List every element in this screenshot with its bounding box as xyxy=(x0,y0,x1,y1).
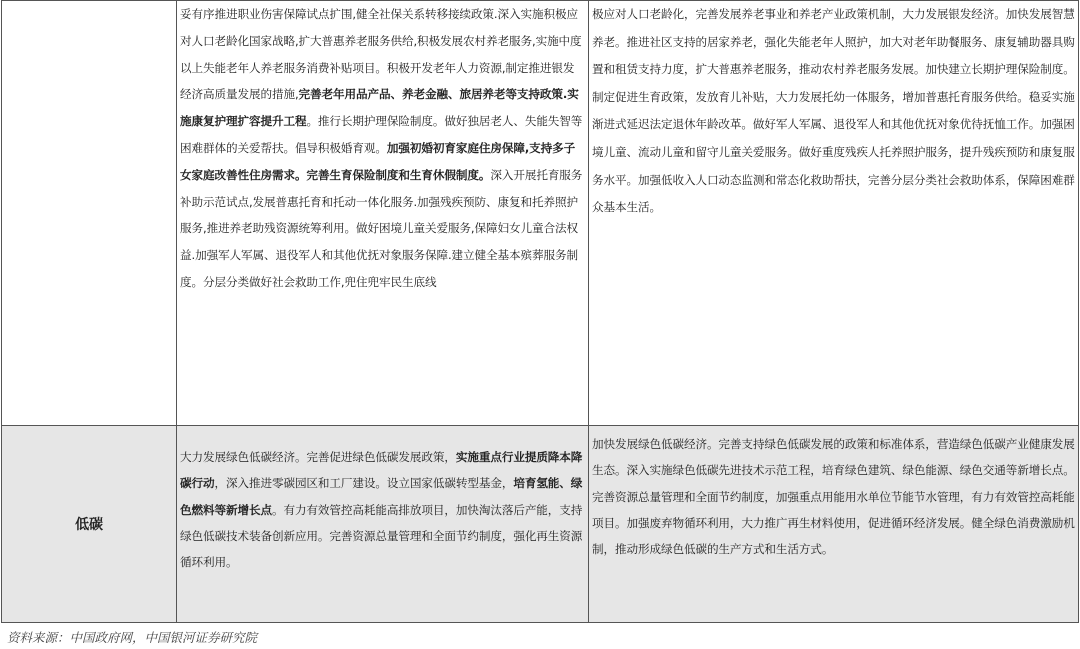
bold-text-segment: 完善老年用品产品、养老金融、旅居养老等支持政策.实施康复护理扩容提升工程 xyxy=(180,87,579,129)
bold-text-segment: 实施重点行业提质降本降碳行动 xyxy=(180,450,583,491)
policy-text-cell-b: 加快发展绿色低碳经济。完善支持绿色低碳发展的政策和标准体系，营造绿色低碳产业健康发展生态。深入实施绿色低碳先进技术示范工程，培育绿色建筑、绿色能源、绿色交通等新增长点。完善资源总量管理和全面节约制度，加强重点用能用水单位节能节水管理，有力有效管控高耗能项目。加强废弃物循环利用，大力推广再生材料使用，促进循环经济发展。健全绿色消费激励机制，推动形成绿色低碳的生产方式和生活方式。 xyxy=(589,426,1079,623)
bold-text-segment: 培育氢能、绿色燃料等新增长点 xyxy=(180,476,583,517)
text-segment: 大力发展绿色低碳经济。完善促进绿色低碳发展政策， xyxy=(180,450,456,464)
table-row-social xyxy=(2,1,1079,426)
policy-comparison-table xyxy=(1,0,1079,623)
table-row-low-carbon xyxy=(2,426,1079,623)
category-cell-low-carbon: 低碳 xyxy=(2,426,177,623)
text-segment: ，深入推进零碳园区和工厂建设。设立国家低碳转型基金， xyxy=(214,476,514,491)
policy-text-cell-a xyxy=(177,1,589,426)
text-segment: 。推行长期护理保险制度。做好独居老人、失能失智等困难群体的关爱帮扶。倡导积极婚育观。 xyxy=(180,114,583,155)
text-segment: 深入开展托育服务补助示范试点,发展普惠托育和托动一体化服务.加强残疾预防、康复和托养照护服务,推进养老助残资源统筹利用。做好困境儿童关爱服务,保障妇女儿童合法权益.加强军人军属、退役军人和其他优抚对象服务保障.建立健全基本殡葬服务制度。分层分类做好社会救助工作,兜住兜牢民生底线 xyxy=(180,167,583,289)
policy-text-cell-b: 极应对人口老龄化，完善发展养老事业和养老产业政策机制，大力发展银发经济。加快发展智慧养老。推进社区支持的居家养老，强化失能老年人照护，加大对老年助餐服务、康复辅助器具购置和租赁支持力度，扩大普惠养老服务，推动农村养老服务发展。加快建立长期护理保险制度。制定促进生育政策，发放育儿补贴，大力发展托幼一体服务，增加普惠托育服务供给。稳妥实施渐进式延迟法定退休年龄改革。做好军人军属、退役军人和其他优抚对象优待抚恤工作。加强困境儿童、流动儿童和留守儿童关爱服务。做好重度残疾人托养照护服务，提升残疾预防和康复服务水平。加强低收入人口动态监测和常态化救助帮扶，完善分层分类社会救助体系，保障困难群众基本生活。 xyxy=(589,1,1079,426)
source-note: 资料来源：中国政府网，中国银河证券研究院 xyxy=(7,630,258,645)
bold-text-segment: 加强初婚初育家庭住房保障,支持多子女家庭改善性住房需求。完善生育保险制度和生育休假制度。 xyxy=(180,140,576,182)
text-segment: 。有力有效管控高耗能高排放项目，加快淘汰落后产能，支持绿色低碳技术装备创新应用。完善资源总量管理和全面节约制度，强化再生资源循环利用。 xyxy=(180,502,583,570)
category-cell xyxy=(2,1,177,426)
text-segment: 妥有序推进职业伤害保障试点扩围,健全社保关系转移接续政策.深入实施积极应对人口老龄化国家战略,扩大普惠养老服务供给,积极发展农村养老服务,实施中度以上失能老年人养老服务消费补贴项目。积极开发老年人力资源,制定推进银发经济高质量发展的措施, xyxy=(180,7,582,102)
policy-text-cell-a xyxy=(177,426,589,623)
